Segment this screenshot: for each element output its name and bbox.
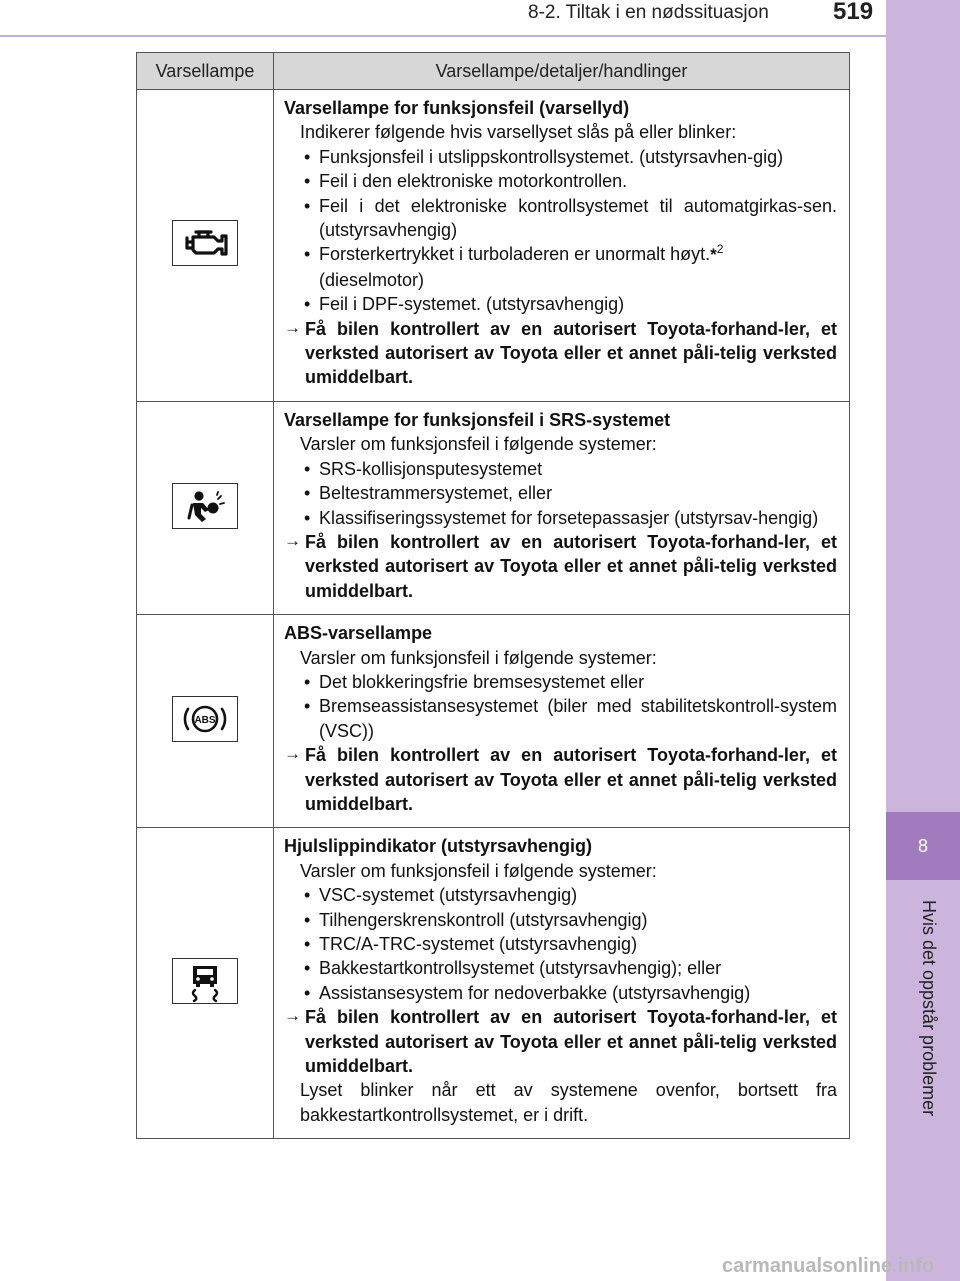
action-instruction [284,1005,837,1078]
list-item: • TRC/A-TRC-systemet (utstyrsavhengig) [284,932,837,956]
arrow-right-icon: → [284,744,301,764]
list-item: • Bremseassistansesystemet (biler med stabilitetskontroll-system (VSC)) [284,694,837,743]
chapter-number-tab: 8 [886,812,960,880]
action-instruction [284,530,837,603]
list-item-text: Forsterkertrykket i turboladeren er unormalt høyt. [319,244,711,265]
column-header-details: Varsellampe/detaljer/handlinger [274,53,850,90]
icon-cell [137,401,274,614]
slip-indicator-icon [172,958,238,1004]
list-item [284,242,837,292]
abs-icon-label: ABS [194,714,216,726]
row-intro: Varsler om funksjonsfeil i følgende systemer: [300,860,657,881]
row-note: Lyset blinker når ett av systemene ovenfor, bortsett fra bakkestartkontrollsystemet, er i drift. [300,1080,837,1125]
icon-cell [137,615,274,828]
icon-cell [137,828,274,1139]
action-text: Få bilen kontrollert av en autorisert Toyota-forhand-ler, et verksted autorisert av Toyota eller et annet påli-telig verksted umiddelbart. [305,318,837,388]
row-intro: Indikerer følgende hvis varsellyset slås på eller blinker: [300,122,737,143]
details-cell [274,401,850,614]
list-item: • VSC-systemet (utstyrsavhengig) [284,883,837,907]
bullet-list [284,145,837,317]
list-item-suffix: (dieselmotor) [319,269,425,290]
list-item: • Feil i DPF-systemet. (utstyrsavhengig) [284,292,837,316]
action-instruction [284,317,837,390]
row-title: Varsellampe for funksjonsfeil i SRS-systemet [284,409,671,430]
row-intro: Varsler om funksjonsfeil i følgende systemer: [300,647,657,668]
footnote-number: 2 [716,242,724,257]
table-row [137,401,850,614]
details-cell [274,615,850,828]
list-item: • Assistansesystem for nedoverbakke (utstyrsavhengig) [284,981,837,1005]
action-text: Få bilen kontrollert av en autorisert Toyota-forhand-ler, et verksted autorisert av Toyota eller et annet påli-telig verksted umiddelbart. [305,531,837,601]
watermark: carmanualsonline.info [722,1255,935,1277]
arrow-right-icon: → [284,1006,301,1026]
section-title: 8-2. Tiltak i en nødssituasjon [528,2,769,23]
details-cell [274,828,850,1139]
action-instruction [284,743,837,816]
column-header-lamp: Varsellampe [137,53,274,90]
warning-lights-table [136,52,850,1139]
list-item: • Funksjonsfeil i utslippskontrollsystemet. (utstyrsavhen-gig) [284,145,837,169]
list-item: • Beltestrammersystemet, eller [284,481,837,505]
page-number: 519 [833,0,874,25]
row-title: ABS-varsellampe [284,623,433,644]
check-engine-icon [172,220,238,266]
arrow-right-icon: → [284,317,301,337]
row-title: Varsellampe for funksjonsfeil (varsellyd) [284,98,630,118]
row-title: Hjulslippindikator (utstyrsavhengig) [284,836,593,857]
footnote-star: * [710,245,717,265]
header-divider [0,35,886,37]
list-item: • Tilhengerskrenskontroll (utstyrsavhengig) [284,908,837,932]
list-item: • Bakkestartkontrollsystemet (utstyrsavhengig); eller [284,956,837,980]
icon-cell [137,90,274,402]
bullet-list [284,457,837,530]
action-text: Få bilen kontrollert av en autorisert Toyota-forhand-ler, et verksted autorisert av Toyota eller et annet påli-telig verksted umiddelbart. [305,1007,837,1077]
list-item: • Klassifiseringssystemet for forsetepassasjer (utstyrsav-hengig) [284,506,837,530]
srs-airbag-icon [172,483,238,529]
row-intro: Varsler om funksjonsfeil i følgende systemer: [300,434,657,455]
action-text: Få bilen kontrollert av en autorisert Toyota-forhand-ler, et verksted autorisert av Toyota eller et annet påli-telig verksted umiddelbart. [305,745,837,814]
list-item: • Feil i det elektroniske kontrollsystemet til automatgirkas-sen. (utstyrsavhengig) [284,194,837,243]
bullet-list [284,883,837,1005]
arrow-right-icon: → [284,530,301,550]
table-row [137,615,850,828]
table-header-row [137,53,850,90]
table-row [137,828,850,1139]
table-row [137,90,850,402]
list-item: • SRS-kollisjonsputesystemet [284,457,837,481]
list-item: • Det blokkeringsfrie bremsesystemet eller [284,670,837,694]
chapter-title: Hvis det oppstår problemer [919,900,939,1117]
bullet-list [284,670,837,743]
abs-icon [172,696,238,742]
details-cell [274,90,850,402]
list-item: • Feil i den elektroniske motorkontrollen. [284,169,837,193]
